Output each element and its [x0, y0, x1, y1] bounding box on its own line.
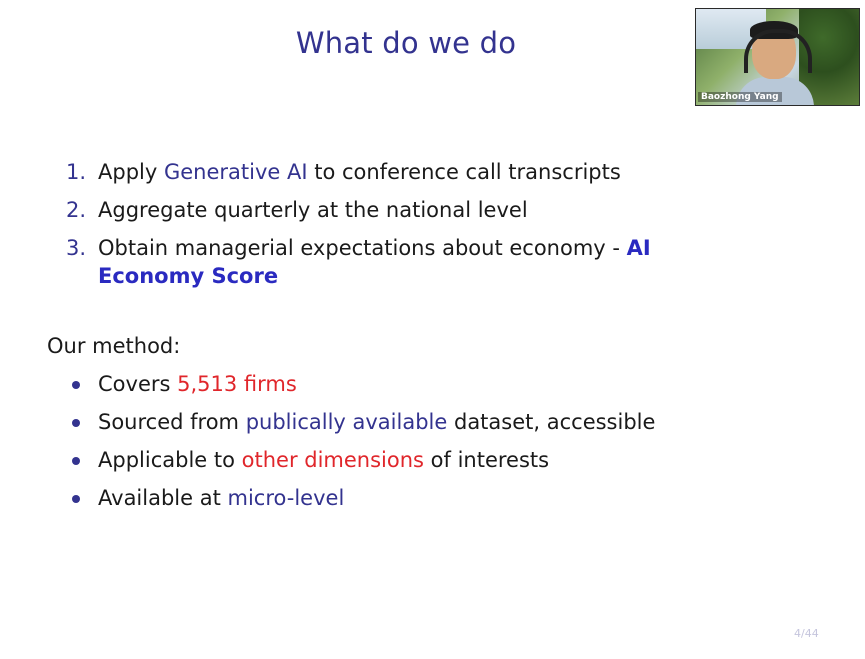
item-text-pre: Apply	[98, 160, 164, 184]
item-text	[98, 196, 686, 224]
numbered-item-3	[66, 234, 686, 290]
bullet-text-pre: Sourced from	[98, 410, 246, 434]
item-number: 1.	[66, 160, 87, 184]
bullet-text	[98, 408, 655, 436]
bullet-dot-icon	[72, 495, 80, 503]
highlight-micro-level: micro-level	[227, 486, 345, 510]
numbered-list	[66, 158, 686, 300]
item-text	[98, 158, 686, 186]
item-text-pre: Obtain managerial expectations about economy -	[98, 236, 627, 260]
headset-icon	[744, 29, 812, 73]
numbered-item-2	[66, 196, 686, 224]
bullet-item-1	[72, 370, 692, 398]
highlight-firm-count: 5,513 firms	[177, 372, 297, 396]
item-text-pre: Aggregate quarterly at the national level	[98, 198, 528, 222]
participant-name-label: Baozhong Yang	[698, 92, 782, 102]
highlight-generative-ai: Generative AI	[163, 160, 308, 184]
bullet-text-pre: Applicable to	[98, 448, 242, 472]
bullet-dot-icon	[72, 457, 80, 465]
highlight-other-dimensions: other dimensions	[241, 448, 424, 472]
participant-video-tile[interactable]	[695, 8, 860, 106]
bullet-text-post: dataset, accessible	[447, 410, 656, 434]
bullet-text	[98, 484, 344, 512]
highlight-ai-economy-score: AI Economy Score	[98, 236, 651, 288]
bullet-text	[98, 370, 297, 398]
numbered-item-1	[66, 158, 686, 186]
method-label: Our method:	[47, 334, 181, 358]
item-number: 3.	[66, 236, 87, 260]
item-text-post: to conference call transcripts	[307, 160, 621, 184]
bullet-item-4	[72, 484, 692, 512]
bullet-item-3	[72, 446, 692, 474]
bullet-item-2	[72, 408, 692, 436]
bullet-dot-icon	[72, 419, 80, 427]
bullet-text-pre: Covers	[98, 372, 178, 396]
item-number: 2.	[66, 198, 87, 222]
bullet-text-pre: Available at	[98, 486, 228, 510]
bullet-dot-icon	[72, 381, 80, 389]
slide-title: What do we do	[295, 26, 517, 60]
page-number: 4/44	[794, 627, 819, 640]
bullet-text-post: of interests	[424, 448, 550, 472]
bullet-text	[98, 446, 549, 474]
highlight-publically-available: publically available	[245, 410, 448, 434]
item-text	[98, 234, 686, 290]
bullet-list	[72, 370, 692, 522]
